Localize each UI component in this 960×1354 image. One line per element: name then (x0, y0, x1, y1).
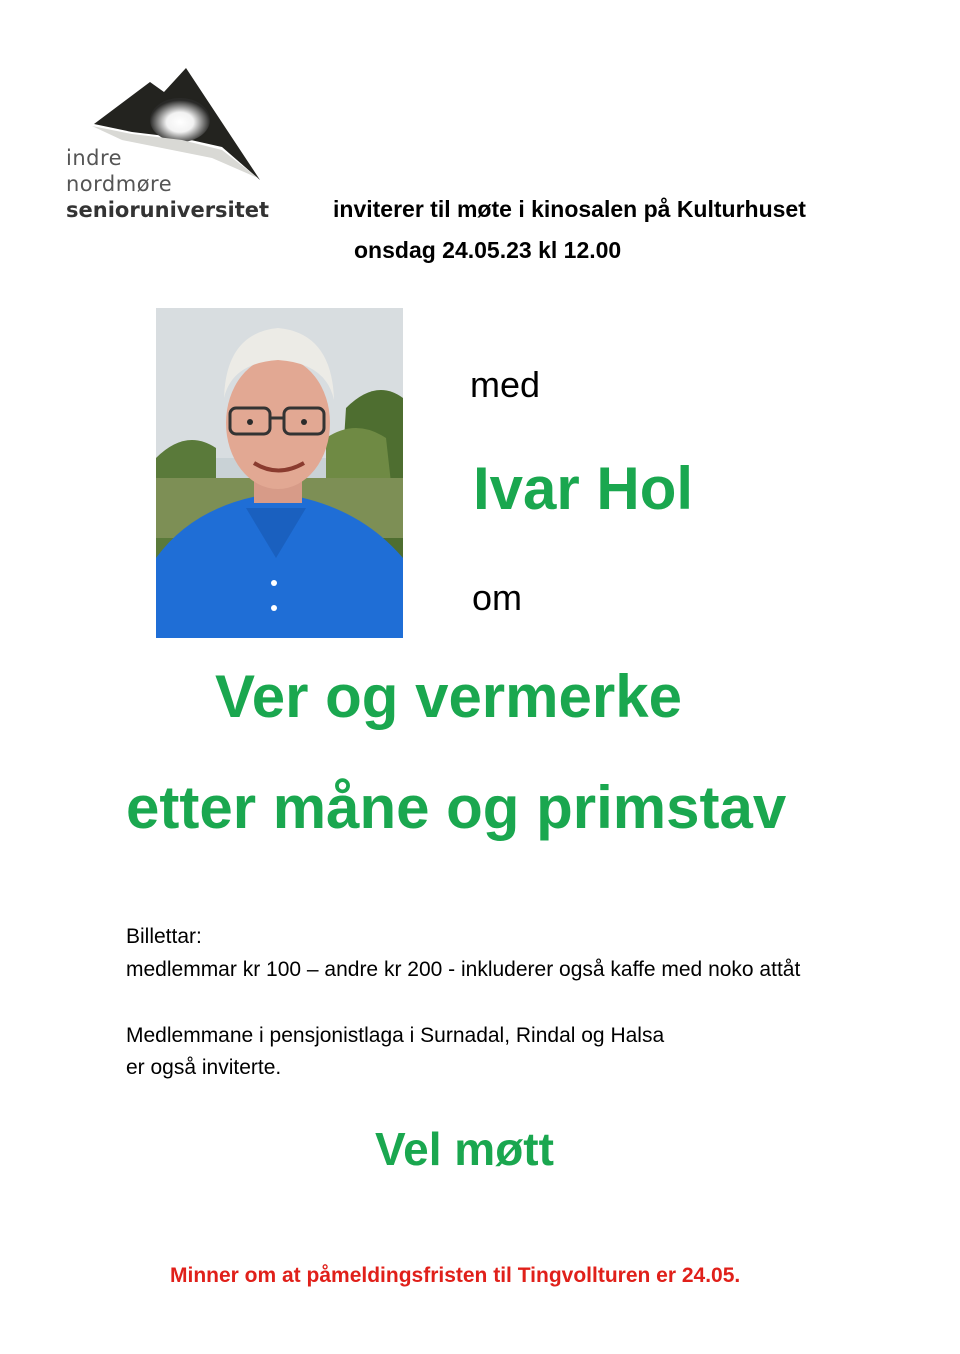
members-line-2: er også inviterte. (126, 1056, 282, 1079)
speaker-photo (156, 308, 403, 638)
with-label: med (470, 364, 541, 405)
talk-title-line-1: Ver og vermerke (215, 663, 682, 730)
speaker-photo-icon (156, 308, 403, 638)
logo-line-nordmore: nordmøre (66, 172, 173, 196)
tickets-heading: Billettar: (126, 925, 202, 948)
about-label: om (472, 577, 523, 618)
invite-text: inviterer til møte i kinosalen på Kulturhuset (333, 196, 806, 222)
speaker-name: Ivar Hol (473, 455, 694, 522)
logo (62, 62, 292, 232)
event-date: onsdag 24.05.23 kl 12.00 (354, 237, 622, 263)
reminder-text: Minner om at påmeldingsfristen til Tingvollturen er 24.05. (170, 1264, 741, 1287)
logo-line-senioruniversitet: senioruniversitet (66, 198, 270, 222)
welcome-text: Vel møtt (375, 1123, 554, 1175)
members-line-1: Medlemmane i pensjonistlaga i Surnadal, Rindal og Halsa (126, 1024, 665, 1047)
talk-title-line-2: etter måne og primstav (126, 774, 787, 841)
logo-line-indre: indre (66, 146, 123, 170)
tickets-prices: medlemmar kr 100 – andre kr 200 - inkluderer også kaffe med noko attåt (126, 958, 801, 981)
